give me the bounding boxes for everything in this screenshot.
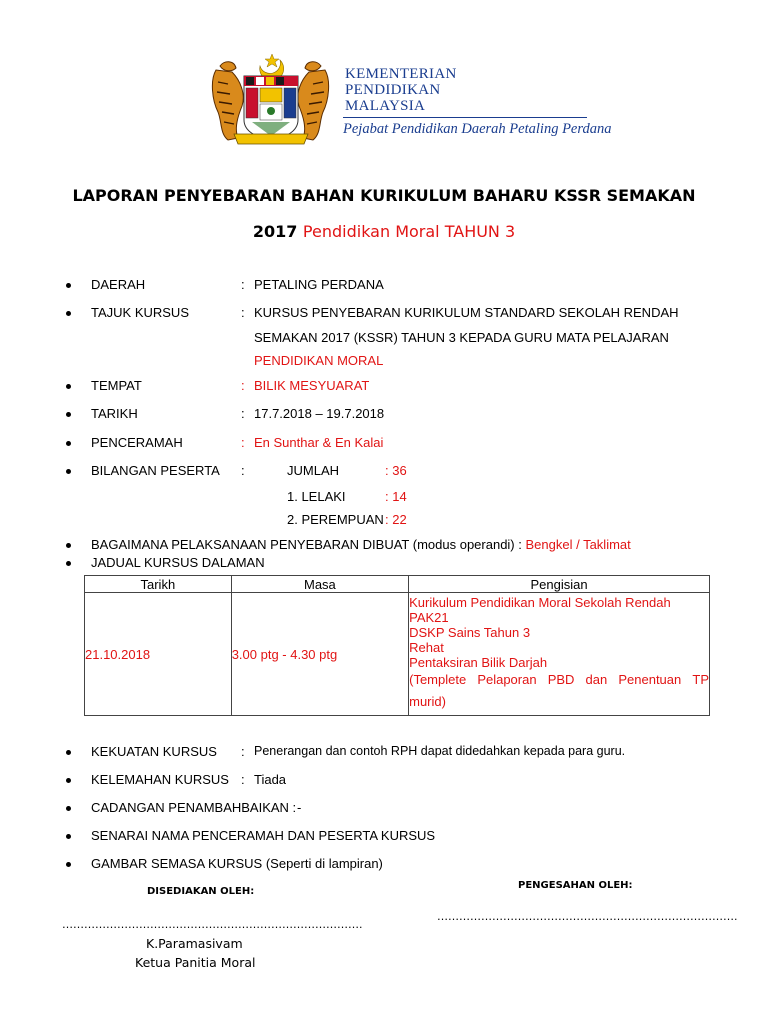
gambar-label: GAMBAR SEMASA KURSUS [91,856,263,871]
bullet-icon [66,311,71,316]
tajuk-label: TAJUK KURSUS [91,305,189,320]
content-item: PAK21 [409,610,449,625]
content-item: DSKP Sains Tahun 3 [409,625,531,640]
colon: : [241,772,245,787]
title-subject: Pendidikan Moral TAHUN 3 [302,222,516,241]
header-divider [343,117,587,118]
bagaimana-label: BAGAIMANA PELAKSANAAN PENYEBARAN DIBUAT [91,537,410,552]
perempuan-label: 2. PEREMPUAN [287,512,384,527]
malaysia-coat-of-arms-icon [208,50,333,150]
perempuan-value: : 22 [385,512,407,527]
content-item: Kurikulum Pendidikan Moral Sekolah Rendah [409,595,671,610]
bagaimana-note: (modus operandi) : [412,537,522,552]
tempat-label: TEMPAT [91,378,142,393]
preparer-position: Ketua Panitia Moral [135,955,256,970]
perempuan-number: 22 [392,512,407,527]
report-title-line1: LAPORAN PENYEBARAN BAHAN KURIKULUM BAHARU KSSR SEMAKAN [72,186,696,205]
bullet-icon [66,469,71,474]
tarikh-label: TARIKH [91,406,138,421]
content-item: murid) [409,694,446,709]
bagaimana-line [91,537,631,552]
colon: : [241,277,245,292]
content-word: dan [585,672,608,687]
tajuk-value-line3: PENDIDIKAN MORAL [254,353,384,368]
bullet-icon [66,750,71,755]
jadual-label: JADUAL KURSUS DALAMAN [91,555,265,570]
table-header-row [85,576,710,593]
content-word: Penentuan [618,672,682,687]
colon: : [241,305,245,320]
bullet-icon [66,283,71,288]
bullet-icon [66,561,71,566]
tempat-value: BILIK MESYUARAT [254,378,370,393]
daerah-label: DAERAH [91,277,146,292]
colon: : [241,463,245,478]
bullet-icon [66,834,71,839]
gambar-note: (Seperti di lampiran) [265,856,383,871]
tarikh-value: 17.7.2018 – 19.7.2018 [254,406,385,421]
preparer-name: K.Paramasivam [146,936,243,951]
cell-content [409,593,710,716]
colon: : [241,435,245,450]
table-row [85,593,710,716]
tajuk-value-line1: KURSUS PENYEBARAN KURIKULUM STANDARD SEKOLAH RENDAH [254,305,679,320]
tajuk-value-line2: SEMAKAN 2017 (KSSR) TAHUN 3 KEPADA GURU MATA PELAJARAN [254,330,669,345]
colon: : [241,378,245,393]
cadangan-label: CADANGAN PENAMBAHBAIKAN : [91,800,297,815]
cell-time: 3.00 ptg - 4.30 ptg [231,593,408,716]
colon: : [241,406,245,421]
penceramah-label: PENCERAMAH [91,435,183,450]
content-item: Rehat [409,640,444,655]
gambar-line [91,856,383,871]
column-header-masa: Masa [231,576,408,593]
bilangan-label: BILANGAN PESERTA [91,463,220,478]
kekuatan-label: KEKUATAN KURSUS [91,744,217,759]
ministry-name-line3: MALAYSIA [345,98,426,114]
bullet-icon [66,412,71,417]
bullet-icon [66,441,71,446]
bullet-icon [66,806,71,811]
content-item: Pentaksiran Bilik Darjah [409,655,548,670]
bullet-icon [66,862,71,867]
content-word: TP [692,672,709,687]
lelaki-number: 14 [392,489,407,504]
content-word: Pelaporan [477,672,537,687]
lelaki-value: : 14 [385,489,407,504]
daerah-value: PETALING PERDANA [254,277,384,292]
schedule-table [84,575,710,716]
column-header-tarikh: Tarikh [85,576,232,593]
kelemahan-label: KELEMAHAN KURSUS [91,772,229,787]
approved-by-label: PENGESAHAN OLEH: [518,880,633,891]
bullet-icon [66,384,71,389]
bagaimana-value: Bengkel / Taklimat [525,537,631,552]
bullet-icon [66,543,71,548]
prepared-by-label: DISEDIAKAN OLEH: [147,886,255,897]
content-item-justified [409,672,709,687]
jumlah-value: : 36 [385,463,407,478]
title-year: 2017 [252,222,298,241]
colon: : [241,744,245,759]
jumlah-number: 36 [392,463,407,478]
ministry-name-line2: PENDIDIKAN [345,82,441,98]
cell-date: 21.10.2018 [85,593,232,716]
kekuatan-value: Penerangan dan contoh RPH dapat didedahkan kepada para guru. [254,744,626,758]
district-office-name: Pejabat Pendidikan Daerah Petaling Perdana [343,121,612,137]
cadangan-value: - [297,800,302,815]
penceramah-value: En Sunthar & En Kalai [254,435,384,450]
ministry-name-line1: KEMENTERIAN [345,66,457,82]
bullet-icon [66,778,71,783]
approved-signature-line: ………………………………………………………………………. [437,910,738,923]
lelaki-label: 1. LELAKI [287,489,346,504]
report-title-line2 [0,222,768,241]
column-header-pengisian: Pengisian [409,576,710,593]
jumlah-label: JUMLAH [287,463,340,478]
content-word: (Templete [409,672,467,687]
content-word: PBD [547,672,575,687]
senarai-label: SENARAI NAMA PENCERAMAH DAN PESERTA KURSUS [91,828,436,843]
prepared-signature-line: ………………………………………………………………………. [62,918,363,931]
kelemahan-value: Tiada [254,772,287,787]
